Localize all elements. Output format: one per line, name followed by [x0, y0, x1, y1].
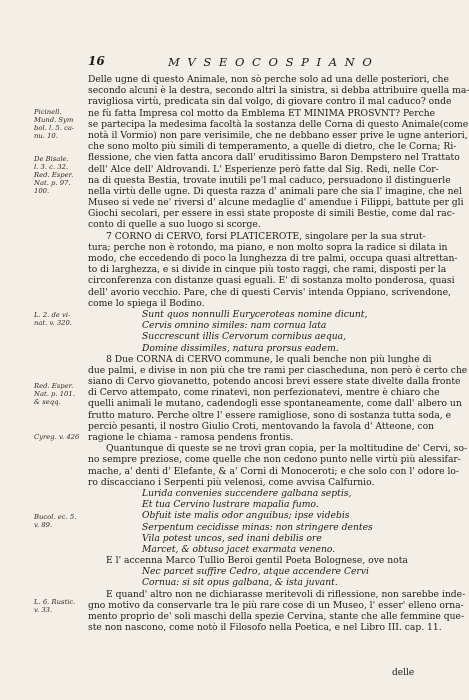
margin-note [34, 513, 88, 529]
text-line: secondo alcuni è la destra, secondo altri la sinistra, si debba attribuire quella ma- [88, 85, 469, 97]
margin-note [34, 311, 88, 327]
verse-line: Succrescunt illis Cervorum cornibus aequa, [142, 331, 347, 343]
verse-line: Marcet, & obtuso jacet exarmata veneno. [142, 543, 336, 555]
text-line: mache, a' denti d' Elefante, & a' Corni di Monoceroti; e che solo con l' odore lo- [88, 465, 460, 477]
text-line: frutto maturo. Perche oltre l' essere ramigliose, sono di sostanza tutta soda, e [88, 409, 452, 421]
margin-note-line: v. 33. [34, 606, 53, 614]
margin-note-line: 100. [34, 187, 50, 195]
text-line: ravigliosa virtù, predicata sin dal volgo, di giovare contro il mal caduco? onde [88, 96, 452, 108]
margin-note [34, 433, 88, 441]
text-line: ragione le chiama - ramosa pendens frontis. [88, 432, 294, 443]
text-line: dell' avorio vecchio. Pare, che di questi Cervis' intenda Oppiano, scrivendone, [88, 286, 451, 298]
margin-note-line: Mund. Sym [34, 116, 74, 124]
text-line: Delle ugne di questo Animale, non sò perche solo ad una delle posteriori, che [88, 74, 449, 85]
text-line: se partecipa la medesima facoltà la sostanza delle Corna di questo Animale(come [88, 118, 469, 130]
verse-line: Cornua: si sit opus galbana, & ista juvant. [142, 577, 338, 589]
verse-line: Nec parcet suffire Cedro, atque accendere Cervi [142, 566, 369, 578]
margin-note-line: l. 3. c. 32. [34, 163, 69, 171]
margin-note-line: nat. v. 320. [34, 319, 72, 327]
catchword: delle [392, 668, 415, 678]
margin-note [34, 155, 88, 195]
text-line: tura; perche non è rotondo, ma piano, e non molto sopra la radice si dilata in [88, 241, 448, 253]
text-line: come lo spiega il Bodino. [88, 297, 205, 309]
text-line: conto di quelle a suo luogo si scorge. [88, 219, 261, 231]
text-line: E l' accenna Marco Tullio Beroi gentil Poeta Bolognese, ove nota [106, 555, 408, 567]
margin-note-line: Red. Esper. [34, 171, 74, 179]
text-line: E quand' altro non ne dichiarasse meritevoli di riflessione, non sarebbe inde- [106, 588, 466, 600]
page-number: 16 [88, 54, 105, 68]
verse-line: Sunt quos nonnulli Euryceroteas nomine dicunt, [142, 308, 368, 320]
margin-note-line: v. 89. [34, 521, 53, 529]
margin-note-line: Cyreg. v. 426 [34, 433, 80, 441]
margin-note [34, 598, 88, 614]
margin-note [34, 108, 88, 140]
margin-note-line: Nat. p. 101. [34, 390, 75, 398]
text-line: Giochi secolari, per essere in essi state proposte di simili Bestie, come dal rac- [88, 208, 455, 220]
margin-note-line: Bucol. ec. 5. [34, 513, 77, 521]
text-line: ro discacciano i Serpenti più velenosi, come avvisa Calfurnio. [88, 476, 375, 488]
text-line: 8 Due CORNA di CERVO commune, le quali benche non più lunghe di [106, 353, 432, 365]
margin-note-line: Picinell. [34, 108, 62, 116]
verse-line: Et tua Cervino lustrare mapalia fumo. [142, 499, 319, 511]
text-line: mento proprio de' soli maschi della spezie Cervina, stante che alle femmine que- [88, 611, 465, 622]
margin-note-line: bol. l. 5. ca- [34, 124, 75, 132]
text-line: ste non nascono, come notò il Filosofo nella Poetica, e nel Libro III. cap. 11. [88, 622, 442, 634]
verse-line: Serpentum cecidisse minas: non stringere dentes [142, 521, 373, 533]
margin-note-line: De Bisale. [34, 155, 69, 163]
verse-line: Obfuit iste malis odor anguibus; ipse videbis [142, 510, 350, 522]
margin-note [34, 382, 88, 406]
text-line: quelli animali le mutano, cadendogli esse spontaneamente, come dall' albero un [88, 398, 462, 410]
text-line: perciò pesanti, il nostro Giulio Croti, mentovando la favola d' Atteone, con [88, 420, 435, 432]
text-line: che sono molto più simili di temperamento, a quelle di dietro, che le Corna; Ri- [88, 141, 457, 153]
running-title: M V S E O C O S P I A N O [168, 55, 374, 69]
margin-note-line: & seqq. [34, 398, 61, 406]
text-line: no sempre preziose, come quelle che non cedono punto nelle virtù più alessifar- [88, 454, 461, 466]
text-line: to di larghezza, e si divide in cinque più tosto raggi, che rami, disposti per la [88, 264, 447, 276]
verse-line: Domine dissimiles, natura prorsus eadem. [142, 342, 339, 354]
margin-note-line: L. 6. Rustic. [34, 598, 76, 606]
margin-note-line: nu. 10. [34, 132, 58, 140]
margin-note-line: Nat. p. 97. [34, 179, 71, 187]
text-line: circonferenza con distanze quasi eguali. E' di sostanza molto ponderosa, quasi [88, 275, 455, 287]
body-text [88, 74, 469, 634]
text-line: due palmi, e divise in non più che tre rami per ciascheduna, non però è certo che [88, 364, 468, 376]
text-line: Museo si vede ne' riversi d' alcune medaglie d' amendue i Filippi, battute per gli [88, 197, 464, 209]
text-line: dell' Alce dell' Aldrovandi. L' Esperienze però fatte dal Sig. Redi, nelle Cor- [88, 163, 439, 175]
verse-line: Lurida convenies succendere galbana septis, [142, 487, 352, 499]
text-line: ne fù fatta Impresa col motto da Emblema ET MINIMA PROSVNT? Perche [88, 107, 436, 119]
text-line: na di questa Bestia, trovate inutili pe'l mal caduco, persuadono il distinguerle [88, 174, 451, 186]
margin-note-line: Red. Esper. [34, 382, 74, 390]
text-line: nella virtù delle ugne. Di questa razza d' animali pare che sia l' imagine, che nel [88, 185, 462, 197]
verse-line: Cervis omnino similes: nam cornua lata [142, 320, 327, 332]
text-line: di Cervo attempato, come rinatevi, non perfezionatevi, mentre è chiaro che [88, 387, 440, 399]
text-line: siano di Cervo giovanetto, potendo ancosi brevi essere state divelte dalla fronte [88, 376, 461, 388]
page-header [0, 54, 455, 70]
text-line: gno motivo da conservarle tra le più rare cose di un Museo, l' esser' elleno orna- [88, 599, 464, 611]
text-line: Quantunque di queste se ne trovi gran copia, per la moltitudine de' Cervi, so- [106, 443, 468, 455]
text-line: 7 CORNO di CERVO, forsi PLATICEROTE, singolare per la sua strut- [106, 230, 426, 242]
text-line: flessione, che vien fatta ancora dall' eruditissimo Baron Dempstero nel Trattato [88, 152, 460, 164]
verse-line: Vila potest uncos, sed inani debilis ore [142, 532, 322, 544]
margin-note-line: L. 2. de vi- [34, 311, 71, 319]
text-line: modo, che eccedendo di poco la lunghezza di tre palmi, occupa quasi altrettan- [88, 253, 458, 264]
text-line: notà il Vormio) non pare verisimile, che ne debbano esser prive le ugne anteriori, [88, 129, 468, 141]
